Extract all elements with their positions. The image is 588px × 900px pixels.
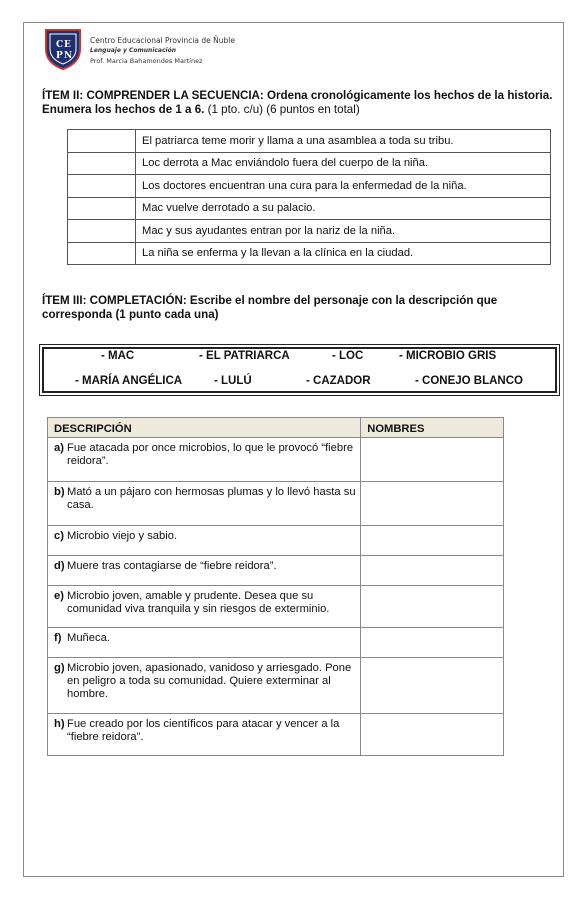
sequence-event: Mac vuelve derrotado a su palacio.: [136, 197, 551, 220]
row-letter: a): [54, 442, 64, 454]
word-bank-item: - MAC: [101, 350, 135, 362]
sequence-event: Mac y sus ayudantes entran por la nariz de la niña.: [136, 220, 551, 243]
item2-title-line2-bold: Enumera los hechos de 1 a 6.: [42, 103, 205, 116]
row-description: Microbio joven, amable y prudente. Desea que su comunidad viva tranquila y sin riesgos de exterminio.: [67, 590, 330, 615]
header-names: NOMBRES: [361, 418, 504, 438]
row-letter: f): [54, 632, 62, 644]
sequence-row: [68, 152, 551, 175]
sequence-number-cell[interactable]: [68, 220, 136, 243]
sequence-number-cell[interactable]: [68, 242, 136, 265]
sequence-row: [68, 220, 551, 243]
name-answer-cell[interactable]: [361, 556, 504, 586]
item3-title: [42, 294, 562, 322]
word-bank-item: - LOC: [332, 350, 364, 362]
description-cell: [48, 438, 361, 482]
sequence-number-cell[interactable]: [68, 197, 136, 220]
sequence-event: Loc derrota a Mac enviándolo fuera del cuerpo de la niña.: [136, 152, 551, 175]
name-answer-cell[interactable]: [361, 658, 504, 714]
row-letter: h): [54, 718, 65, 730]
row-letter: e): [54, 590, 64, 602]
name-answer-cell[interactable]: [361, 628, 504, 658]
table-row: [48, 526, 504, 556]
item3-title-line2: corresponda (1 punto cada una): [42, 308, 219, 321]
table-row: [48, 482, 504, 526]
table-row: [48, 438, 504, 482]
description-header-row: [48, 418, 504, 438]
school-logo-icon: [43, 27, 83, 71]
name-answer-cell[interactable]: [361, 526, 504, 556]
word-bank: [39, 344, 560, 396]
row-description: Muere tras contagiarse de “fiebre reidora”.: [67, 560, 277, 572]
item2-title: [42, 89, 562, 117]
word-bank-item: - MICROBIO GRIS: [399, 350, 497, 362]
row-letter: b): [54, 486, 65, 498]
description-cell: [48, 714, 361, 756]
word-bank-item: - CAZADOR: [306, 375, 371, 387]
row-letter: c): [54, 530, 64, 542]
sequence-row: [68, 242, 551, 265]
sequence-row: [68, 175, 551, 198]
table-row: [48, 586, 504, 628]
row-description: Mató a un pájaro con hermosas plumas y lo llevó hasta su casa.: [67, 486, 356, 511]
item2-title-line2-rest: (1 pto. c/u) (6 puntos en total): [204, 103, 360, 116]
table-row: [48, 714, 504, 756]
description-cell: [48, 586, 361, 628]
word-bank-item: - CONEJO BLANCO: [415, 375, 523, 387]
school-info: [90, 36, 235, 66]
sequence-number-cell[interactable]: [68, 130, 136, 153]
row-letter: d): [54, 560, 65, 572]
subject-name: Lenguaje y Comunicación: [90, 47, 176, 54]
word-bank-item: - EL PATRIARCA: [199, 350, 290, 362]
name-answer-cell[interactable]: [361, 586, 504, 628]
sequence-number-cell[interactable]: [68, 152, 136, 175]
word-bank-item: - MARÍA ANGÉLICA: [75, 375, 183, 387]
svg-text:E: E: [64, 40, 71, 50]
teacher-name: Prof. Marcia Bahamondes Martínez: [90, 57, 203, 65]
svg-text:C: C: [56, 40, 64, 50]
description-table: [47, 417, 504, 756]
table-row: [48, 628, 504, 658]
description-cell: [48, 556, 361, 586]
item3-title-line1: ÍTEM III: COMPLETACIÓN: Escribe el nombre del personaje con la descripción que: [42, 294, 498, 307]
row-description: Fue atacada por once microbios, lo que le provocó “fiebre reidora”.: [67, 442, 354, 467]
row-description: Muñeca.: [67, 632, 110, 644]
sequence-event: La niña se enferma y la llevan a la clínica en la ciudad.: [136, 242, 551, 265]
svg-text:N: N: [64, 51, 73, 61]
name-answer-cell[interactable]: [361, 482, 504, 526]
description-cell: [48, 526, 361, 556]
sequence-row: [68, 197, 551, 220]
description-cell: [48, 628, 361, 658]
name-answer-cell[interactable]: [361, 714, 504, 756]
description-cell: [48, 482, 361, 526]
svg-text:P: P: [56, 51, 63, 61]
sequence-event: El patriarca teme morir y llama a una asamblea a toda su tribu.: [136, 130, 551, 153]
header-description: DESCRIPCIÓN: [48, 418, 361, 438]
sequence-event: Los doctores encuentran una cura para la enfermedad de la niña.: [136, 175, 551, 198]
description-cell: [48, 658, 361, 714]
sequence-row: [68, 130, 551, 153]
name-answer-cell[interactable]: [361, 438, 504, 482]
row-description: Microbio joven, apasionado, vanidoso y arriesgado. Pone en peligro a toda su comunidad. Quiere exterminar al hombre.: [67, 662, 352, 700]
sequence-number-cell[interactable]: [68, 175, 136, 198]
sequence-table: [67, 129, 551, 265]
word-bank-item: - LULÚ: [214, 375, 252, 387]
row-letter: g): [54, 662, 65, 674]
table-row: [48, 658, 504, 714]
row-description: Microbio viejo y sabio.: [67, 530, 178, 542]
row-description: Fue creado por los científicos para atacar y vencer a la “fiebre reidora”.: [67, 718, 340, 743]
item2-title-line1: ÍTEM II: COMPRENDER LA SECUENCIA: Ordena cronológicamente los hechos de la historia.: [42, 89, 553, 102]
table-row: [48, 556, 504, 586]
school-name: Centro Educacional Provincia de Ñuble: [90, 36, 235, 45]
